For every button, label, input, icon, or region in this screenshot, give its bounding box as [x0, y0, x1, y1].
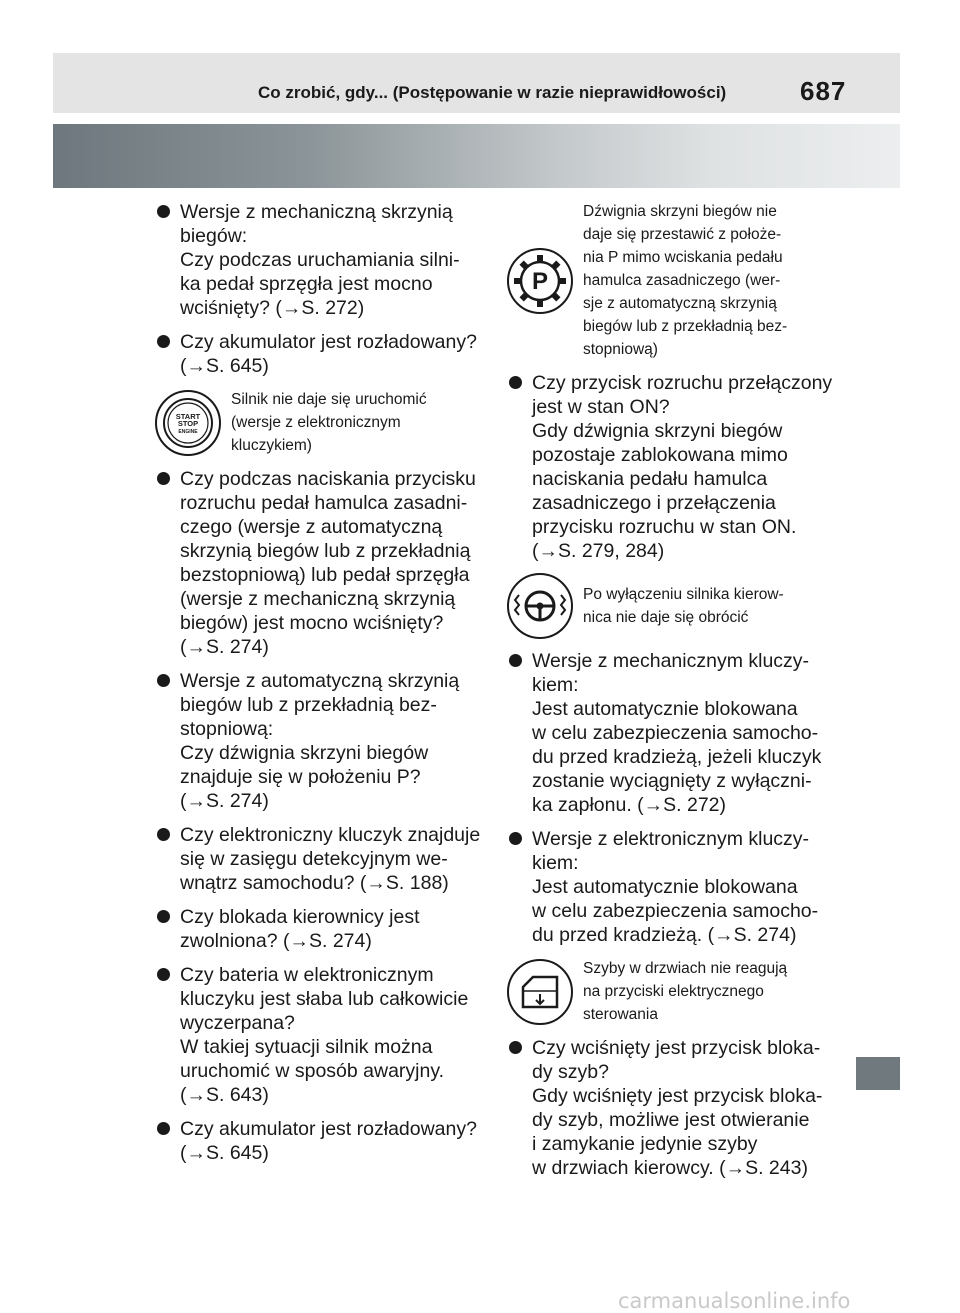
symptom-power-windows: [507, 957, 837, 1026]
bullet-icon: [157, 472, 170, 485]
list-item: Czy blokada kierownicy jest zwolniona? (→S. 274): [155, 905, 485, 953]
symptom-text: Po wyłączeniu silnika kierow- nica nie daje się obrócić: [583, 586, 784, 626]
svg-text:ENGINE: ENGINE: [178, 428, 198, 435]
bullet-icon: [157, 205, 170, 218]
chapter-banner: [53, 124, 900, 188]
page-number: 687: [800, 76, 847, 106]
list-item: Czy akumulator jest rozładowany? (→S. 645): [155, 330, 485, 378]
bullet-icon: [509, 376, 522, 389]
svg-text:P: P: [531, 267, 549, 295]
list-item: Wersje z mechanicznym kluczy- kiem: Jest automatycznie blokowana w celu zabezpieczenia samocho- du przed kradzieżą, jeżeli kluczyk zostanie wyciągnięty z wyłączni- ka zapłonu. (→S. 272): [507, 649, 837, 817]
steering-lock-icon: [507, 573, 573, 639]
bullet-icon: [157, 674, 170, 687]
svg-text:START: START: [175, 411, 201, 421]
list-item: Czy wciśnięty jest przycisk bloka- dy szyb? Gdy wciśnięty jest przycisk bloka- dy szyb, możliwe jest otwieranie i zamykanie jedynie szyby w drzwiach kierowcy. (→S. 243): [507, 1036, 837, 1180]
symptom-text: Szyby w drzwiach nie reagują na przyciski elektrycznego sterowania: [583, 960, 788, 1023]
bullet-icon: [157, 910, 170, 923]
bullet-icon: [509, 654, 522, 667]
list-item: Czy elektroniczny kluczyk znajduje się w zasięgu detekcyjnym we- wnątrz samochodu? (→S. 188): [155, 823, 485, 895]
symptom-start-engine: [155, 388, 485, 457]
symptom-text: Dźwignia skrzyni biegów nie daje się przestawić z położe- nia P mimo wciskania pedału hamulca zasadniczego (wer- sje z automatyczną skrzynią biegów lub z przekładnią bez- stopniową): [583, 203, 788, 358]
list-item: Czy bateria w elektronicznym kluczyku jest słaba lub całkowicie wyczerpana? W takiej sytuacji silnik można uruchomić w sposób awaryjny. (→S. 643): [155, 963, 485, 1107]
symptom-text: Silnik nie daje się uruchomić (wersje z elektronicznym kluczykiem): [231, 391, 427, 454]
list-item: Czy akumulator jest rozładowany? (→S. 645): [155, 1117, 485, 1165]
bullet-icon: [157, 968, 170, 981]
bullet-icon: [157, 828, 170, 841]
list-item: Wersje z mechaniczną skrzynią biegów: Czy podczas uruchamiania silni- ka pedał sprzęgła jest mocno wciśnięty? (→S. 272): [155, 200, 485, 320]
bullet-icon: [157, 1122, 170, 1135]
bullet-icon: [509, 832, 522, 845]
chapter-side-tab: [856, 1057, 900, 1090]
bullet-icon: [157, 335, 170, 348]
right-column: [507, 200, 837, 1190]
window-lock-icon: [507, 959, 573, 1025]
list-item: Czy przycisk rozruchu przełączony jest w stan ON? Gdy dźwignia skrzyni biegów pozostaje zablokowana mimo naciskania pedału hamulca zasadniczego i przełączenia przycisku rozruchu w stan ON. (→S. 279, 284): [507, 371, 837, 563]
start-stop-engine-icon: [155, 390, 221, 456]
list-item: Wersje z elektronicznym kluczy- kiem: Jest automatycznie blokowana w celu zabezpieczenia samocho- du przed kradzieżą. (→S. 274): [507, 827, 837, 947]
svg-text:STOP: STOP: [177, 418, 199, 428]
list-item: Wersje z automatyczną skrzynią biegów lub z przekładnią bez- stopniową: Czy dźwignia skrzyni biegów znajduje się w położeniu P? (→S. 274): [155, 669, 485, 813]
shift-lock-p-icon: [507, 248, 573, 314]
watermark: carmanualsonline.info: [618, 1289, 851, 1313]
symptom-steering-wheel: [507, 573, 837, 639]
section-title: Co zrobić, gdy... (Postępowanie w razie nieprawidłowości): [258, 83, 727, 102]
bullet-icon: [509, 1041, 522, 1054]
list-item: Czy podczas naciskania przycisku rozruchu pedał hamulca zasadni- czego (wersje z automatyczną skrzynią biegów lub z przekładnią bezstopniową) lub pedał sprzęgła (wersje z mechaniczną skrzynią biegów) jest mocno wciśnięty? (→S. 274): [155, 467, 485, 659]
symptom-shift-lever: [507, 200, 837, 361]
left-column: [155, 200, 485, 1175]
